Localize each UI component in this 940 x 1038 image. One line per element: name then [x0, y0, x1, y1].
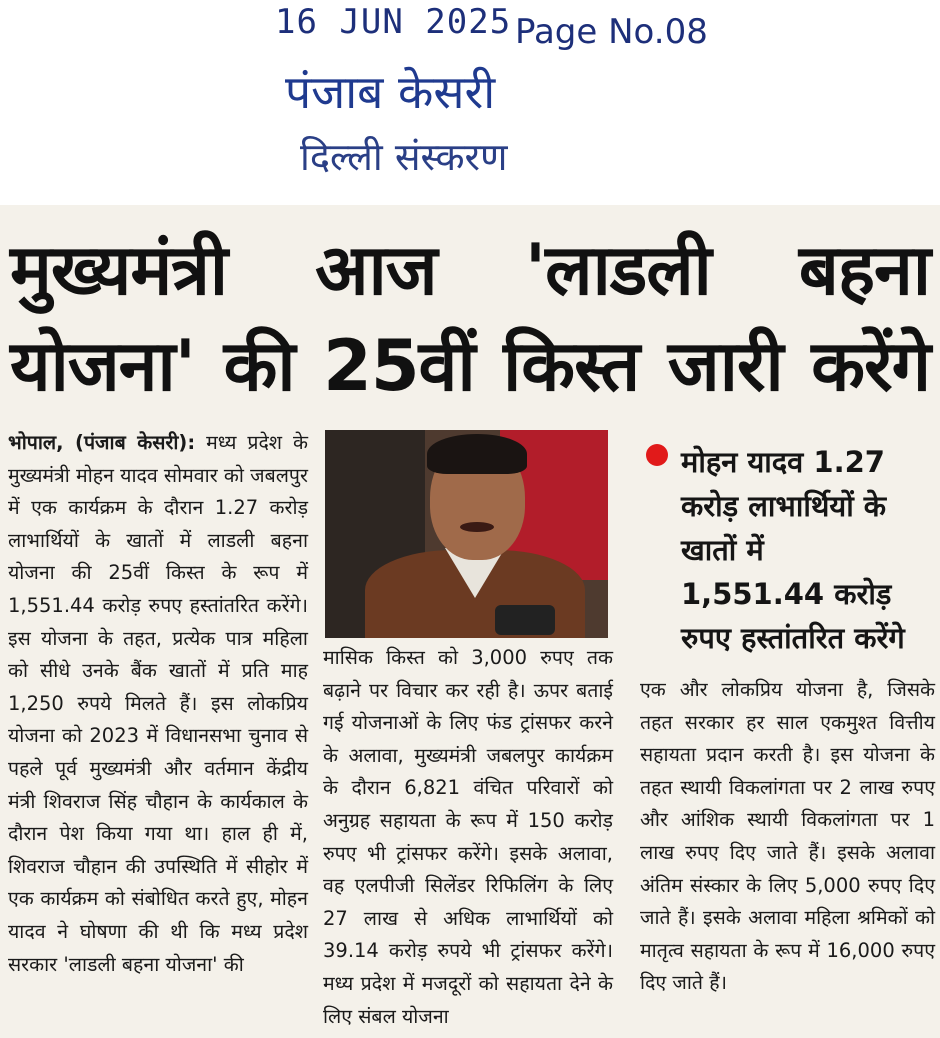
article-column-1-text: मध्य प्रदेश के मुख्यमंत्री मोहन यादव सोमवार को जबलपुर में एक कार्यक्रम के दौरान 1.27 करोड़ लाभार्थियों के खातों में लाडली बहना योजना की 25वीं किस्त के रूप में 1,551.44 करोड़ रुपए हस्तांतरित करेंगे। इस योजना के तहत, प्रत्येक पात्र महिला को सीधे उनके बैंक खातों में प्रति माह 1,250 रुपये मिलते हैं। इस लोकप्रिय योजना को 2023 में विधानसभा चुनाव से पहले पूर्व मुख्यमंत्री और वर्तमान केंद्रीय मंत्री शिवराज सिंह चौहान के कार्यकाल के दौरान पेश किया गया था। हाल ही में, शिवराज चौहान की उपस्थिति में सीहोर में एक कार्यक्रम को संबोधित करते हुए, मोहन यादव ने घोषणा की थी कि मध्य प्रदेश सरकार 'लाडली बहना योजना' की: [8, 431, 308, 976]
stamp-edition: दिल्ली संस्करण: [300, 135, 508, 179]
stamp-page-number: Page No.08: [515, 12, 708, 52]
microphone-icon: [495, 605, 555, 635]
article-dateline: भोपाल, (पंजाब केसरी):: [8, 431, 196, 454]
stamp-newspaper-name: पंजाब केसरी: [285, 65, 496, 119]
photo-person-mouth: [460, 522, 494, 532]
photo-person-hair: [427, 434, 527, 474]
article-column-1: [8, 427, 308, 981]
article-pull-quote: [645, 440, 905, 660]
article-photo: [325, 430, 608, 638]
article-headline: मुख्यमंत्री आज 'लाडली बहना योजना' की 25वीं किस्त जारी करेंगे: [10, 229, 930, 407]
stamp-date: 16 JUN 2025: [275, 2, 512, 42]
clipping-stamp: [0, 0, 940, 205]
article-column-3: एक और लोकप्रिय योजना है, जिसके तहत सरकार हर साल एकमुश्त वित्तीय सहायता प्रदान करती है। इस योजना के तहत स्थायी विकलांगता पर 2 लाख रुपए और आंशिक स्थायी विकलांगता पर 1 लाख रुपए दिए जाते हैं। इसके अलावा अंतिम संस्कार के लिए 5,000 रुपए दिए जाते हैं। इसके अलावा महिला श्रमिकों को मातृत्व सहायता के रूप में 16,000 रुपए दिए जाते हैं।: [640, 678, 935, 995]
pull-quote-text: मोहन यादव 1.27 करोड़ लाभार्थियों के खातों में 1,551.44 करोड़ रुपए हस्तांतरित करेंगे: [681, 445, 905, 655]
article-column-2: मासिक किस्त को 3,000 रुपए तक बढ़ाने पर विचार कर रही है। ऊपर बताई गई योजनाओं के लिए फंड ट्रांसफर करने के अलावा, मुख्यमंत्री जबलपुर कार्यक्रम के दौरान 6,821 वंचित परिवारों को अनुग्रह सहायता के रूप में 150 करोड़ रुपए भी ट्रांसफर करेंगे। इसके अलावा, वह एलपीजी सिलेंडर रिफिलिंग के लिए 27 लाख से अधिक लाभार्थियों को 39.14 करोड़ रुपये भी ट्रांसफर करेंगे। मध्य प्रदेश में मजदूरों को सहायता देने के लिए संबल योजना: [323, 646, 613, 1028]
